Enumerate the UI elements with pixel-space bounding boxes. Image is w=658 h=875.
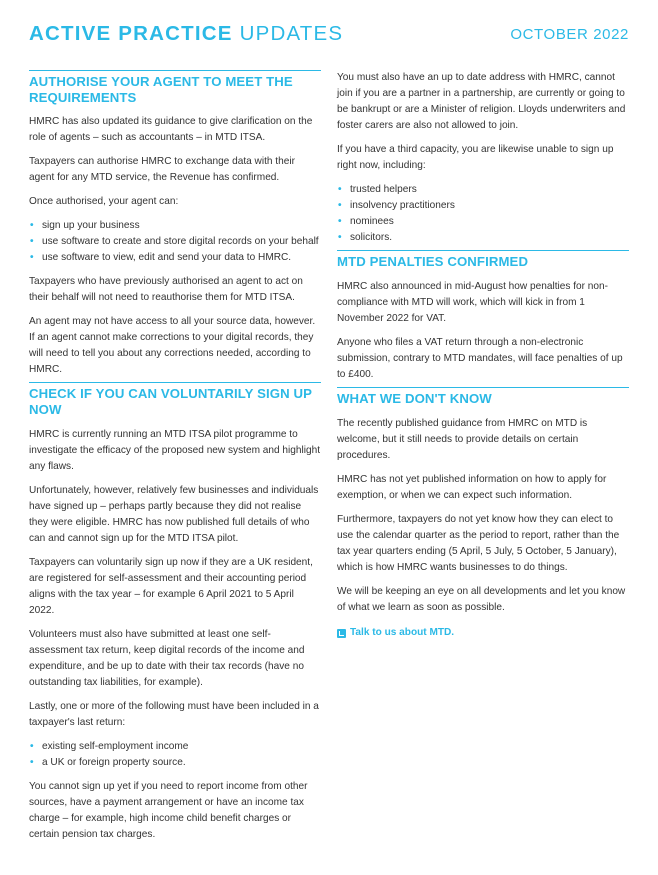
paragraph: We will be keeping an eye on all developments and let you know of what we learn as soon as possible. (337, 586, 626, 613)
heading-what-we-dont-know: WHAT WE DON'T KNOW (337, 391, 492, 406)
list-item: • nominees (337, 214, 629, 230)
eligible-income-list (29, 739, 321, 771)
paragraph: Unfortunately, however, relatively few businesses and individuals have signed up – perhaps partly because they did not realise they were eligible. HMRC has now published full details of who can and cannot sign up for the MTD ITSA pilot. (29, 485, 319, 544)
bullet-icon: • (338, 216, 342, 227)
list-item: • insolvency practitioners (337, 198, 629, 214)
bullet-icon: • (30, 220, 34, 231)
paragraph: An agent may not have access to all your source data, however. If an agent cannot make corrections to your digital records, they will need to tell you about any corrections needed, according to HMRC. (29, 316, 316, 375)
page-header (29, 22, 629, 48)
bullet-icon: • (338, 184, 342, 195)
link-label: Talk to us about MTD. (350, 627, 455, 638)
paragraph: If you have a third capacity, you are likewise unable to sign up right now, including: (337, 144, 614, 171)
paragraph: Taxpayers can voluntarily sign up now if they are a UK resident, are registered for self-assessment and their accounting period aligns with the tax year – for example 6 April 2021 to 5 April 2022. (29, 557, 313, 616)
paragraph: HMRC also announced in mid-August how penalties for non-compliance with MTD will work, which will kick in from 1 November 2022 for VAT. (337, 281, 608, 324)
issue-date: OCTOBER 2022 (510, 26, 629, 43)
list-item: • a UK or foreign property source. (29, 755, 321, 771)
newsletter-title (29, 22, 343, 46)
heading-check-sign-up: CHECK IF YOU CAN VOLUNTARILY SIGN UP NOW (29, 386, 312, 417)
paragraph: Once authorised, your agent can: (29, 196, 179, 207)
paragraph: Taxpayers who have previously authorised an agent to act on their behalf will not need to reauthorise them for MTD ITSA. (29, 276, 303, 303)
list-item: • existing self-employment income (29, 739, 321, 755)
paragraph: HMRC has not yet published information on how to apply for exemption, or when we can expect such information. (337, 474, 607, 501)
bullet-icon: • (30, 236, 34, 247)
section-divider (29, 70, 321, 71)
checkbox-arrow-icon (337, 629, 346, 638)
list-item: • sign up your business (29, 218, 321, 234)
title-light: UPDATES (239, 22, 344, 45)
paragraph: Anyone who files a VAT return through a non-electronic submission, contrary to MTD mandates, will face penalties of up to £400. (337, 337, 623, 380)
paragraph: You must also have an up to date address with HMRC, cannot join if you are a partner in a partnership, are currently or going to be bankrupt or are a Minister of religion. Lloyds underwriters and foster carers are also not allowed to join. (337, 72, 626, 131)
section-divider (337, 250, 629, 251)
heading-authorise-agent: AUTHORISE YOUR AGENT TO MEET THE REQUIREMENTS (29, 74, 293, 105)
bullet-icon: • (338, 232, 342, 243)
list-item: • solicitors. (337, 230, 629, 246)
heading-mtd-penalties: MTD PENALTIES CONFIRMED (337, 254, 529, 269)
list-item: • use software to create and store digital records on your behalf (29, 234, 321, 250)
paragraph: Volunteers must also have submitted at least one self-assessment tax return, keep digital records of the income and expenditure, and be up to date with their tax records (have no outstanding tax liabilities, for example). (29, 629, 305, 688)
paragraph: HMRC is currently running an MTD ITSA pilot programme to investigate the efficacy of the proposed new system and highlight any flaws. (29, 429, 321, 472)
section-divider (337, 387, 629, 388)
list-item: • trusted helpers (337, 182, 629, 198)
third-capacity-list (337, 182, 629, 246)
paragraph: Furthermore, taxpayers do not yet know how they can elect to use the calendar quarter as the period to report, rather than the tax year quarters ending (5 April, 5 July, 5 October, 5 January), which is how HMRC wants businesses to do things. (337, 514, 620, 573)
bullet-icon: • (338, 200, 342, 211)
list-item: • use software to view, edit and send your data to HMRC. (29, 250, 321, 266)
bullet-icon: • (30, 741, 34, 752)
title-bold: ACTIVE PRACTICE (29, 22, 233, 45)
paragraph: Taxpayers can authorise HMRC to exchange data with their agent for any MTD service, the Revenue has confirmed. (29, 156, 295, 183)
agent-capabilities-list (29, 218, 321, 266)
talk-to-us-link[interactable] (337, 625, 629, 641)
left-column (29, 70, 321, 843)
paragraph: HMRC has also updated its guidance to give clarification on the role of agents – such as accountants – in MTD ITSA. (29, 116, 313, 143)
bullet-icon: • (30, 252, 34, 263)
paragraph: The recently published guidance from HMRC on MTD is welcome, but it still needs to provide details on certain procedures. (337, 418, 588, 461)
paragraph: You cannot sign up yet if you need to report income from other sources, have a payment arrangement or have an income tax charge – for example, high income child benefit charges or certain pension tax charges. (29, 781, 308, 840)
bullet-icon: • (30, 757, 34, 768)
paragraph: Lastly, one or more of the following must have been included in a taxpayer's last return: (29, 701, 319, 728)
right-column (337, 70, 629, 641)
section-divider (29, 382, 321, 383)
